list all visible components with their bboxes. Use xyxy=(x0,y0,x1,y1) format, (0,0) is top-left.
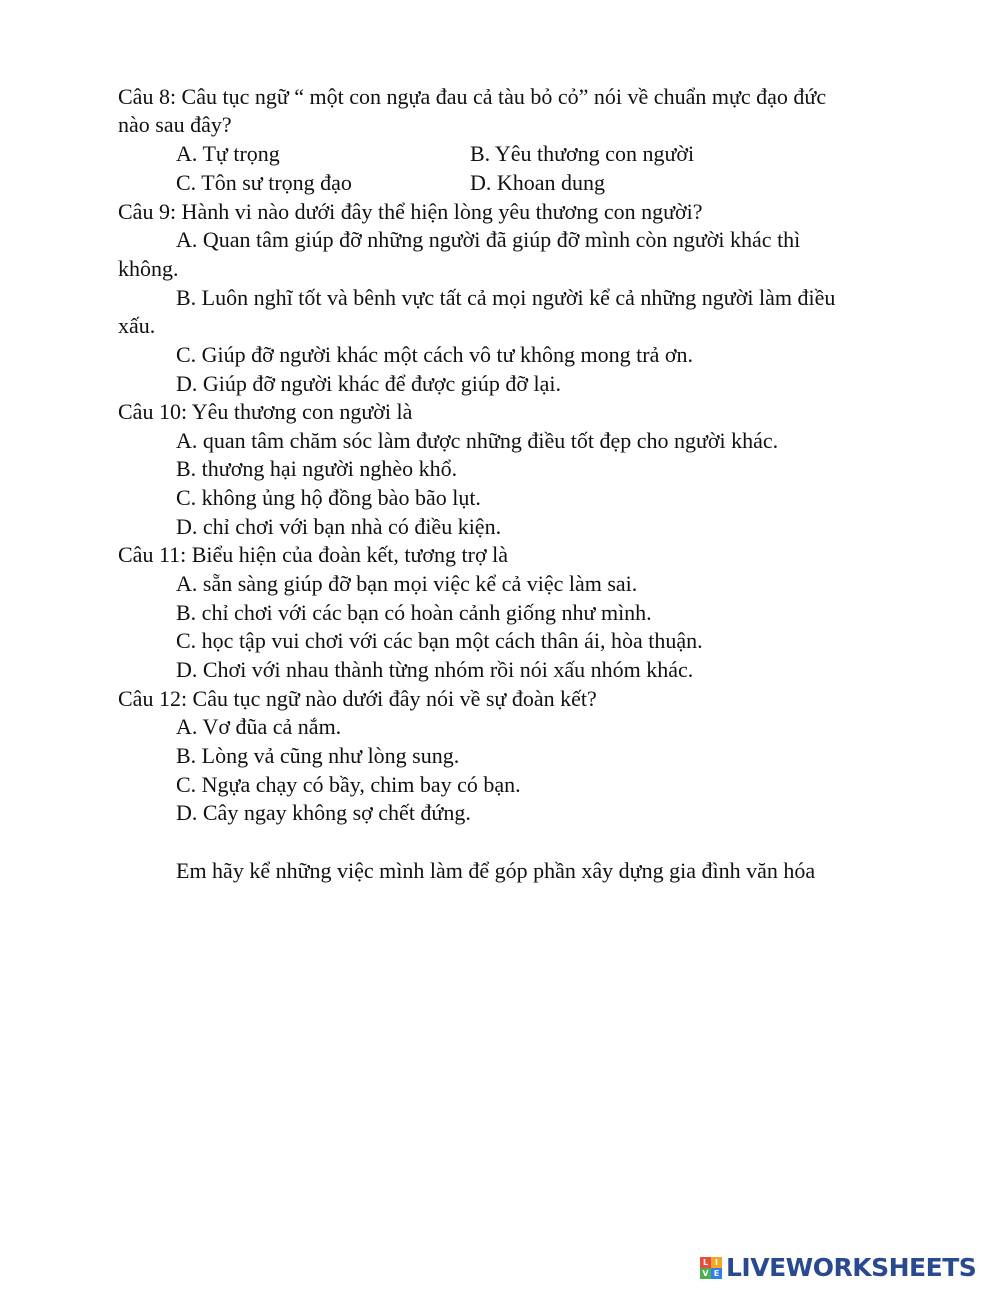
question-12-option-b: B. Lòng vả cũng như lòng sung. xyxy=(176,743,460,768)
question-9-option-b-line1: B. Luôn nghĩ tốt và bênh vực tất cả mọi người kể cả những người làm điều xyxy=(176,285,836,310)
question-10-option-a: A. quan tâm chăm sóc làm được những điều tốt đẹp cho người khác. xyxy=(176,428,779,453)
question-11-title: Câu 11: Biểu hiện của đoàn kết, tương trợ là xyxy=(118,542,508,567)
question-12-option-c: C. Ngựa chạy có bầy, chim bay có bạn. xyxy=(176,772,521,797)
essay-prompt: Em hãy kể những việc mình làm để góp phần xây dựng gia đình văn hóa xyxy=(176,858,816,883)
question-12-title: Câu 12: Câu tục ngữ nào dưới đây nói về sự đoàn kết? xyxy=(118,686,597,711)
question-9-option-a-line1: A. Quan tâm giúp đỡ những người đã giúp đỡ mình còn người khác thì xyxy=(176,227,801,252)
question-9-option-c: C. Giúp đỡ người khác một cách vô tư không mong trả ơn. xyxy=(176,342,694,367)
question-11-option-b: B. chỉ chơi với các bạn có hoàn cảnh giống như mình. xyxy=(176,600,652,625)
question-9-option-a-line2: không. xyxy=(118,256,179,281)
question-10-option-d: D. chỉ chơi với bạn nhà có điều kiện. xyxy=(176,514,502,539)
question-11-option-d: D. Chơi với nhau thành từng nhóm rồi nói xấu nhóm khác. xyxy=(176,657,694,682)
question-11-option-c: C. học tập vui chơi với các bạn một cách thân ái, hòa thuận. xyxy=(176,628,703,653)
question-9-option-b-line2: xấu. xyxy=(118,313,156,338)
question-9-option-d: D. Giúp đỡ người khác để được giúp đỡ lại. xyxy=(176,371,562,396)
question-10-option-b: B. thương hại người nghèo khổ. xyxy=(176,456,458,481)
question-8-option-d: D. Khoan dung xyxy=(470,170,606,195)
question-8-option-c: C. Tôn sư trọng đạo xyxy=(176,170,352,195)
question-8-option-a: A. Tự trọng xyxy=(176,141,280,166)
liveworksheets-logo-icon: L I V E xyxy=(700,1257,722,1279)
liveworksheets-logo-text: LIVEWORKSHEETS xyxy=(726,1253,977,1282)
question-12-option-d: D. Cây ngay không sợ chết đứng. xyxy=(176,800,471,825)
question-11-option-a: A. sẵn sàng giúp đỡ bạn mọi việc kể cả việc làm sai. xyxy=(176,571,638,596)
question-8-text-line2: nào sau đây? xyxy=(118,112,232,137)
question-8-option-b: B. Yêu thương con người xyxy=(470,141,695,166)
question-12-option-a: A. Vơ đũa cả nắm. xyxy=(176,714,342,739)
question-9-title: Câu 9: Hành vi nào dưới đây thể hiện lòng yêu thương con người? xyxy=(118,199,703,224)
question-10-option-c: C. không ủng hộ đồng bào bão lụt. xyxy=(176,485,481,510)
question-8-text-line1: Câu 8: Câu tục ngữ “ một con ngựa đau cả tàu bỏ cỏ” nói về chuẩn mực đạo đức xyxy=(118,84,827,109)
liveworksheets-footer xyxy=(700,1253,990,1283)
question-10-title: Câu 10: Yêu thương con người là xyxy=(118,399,413,424)
